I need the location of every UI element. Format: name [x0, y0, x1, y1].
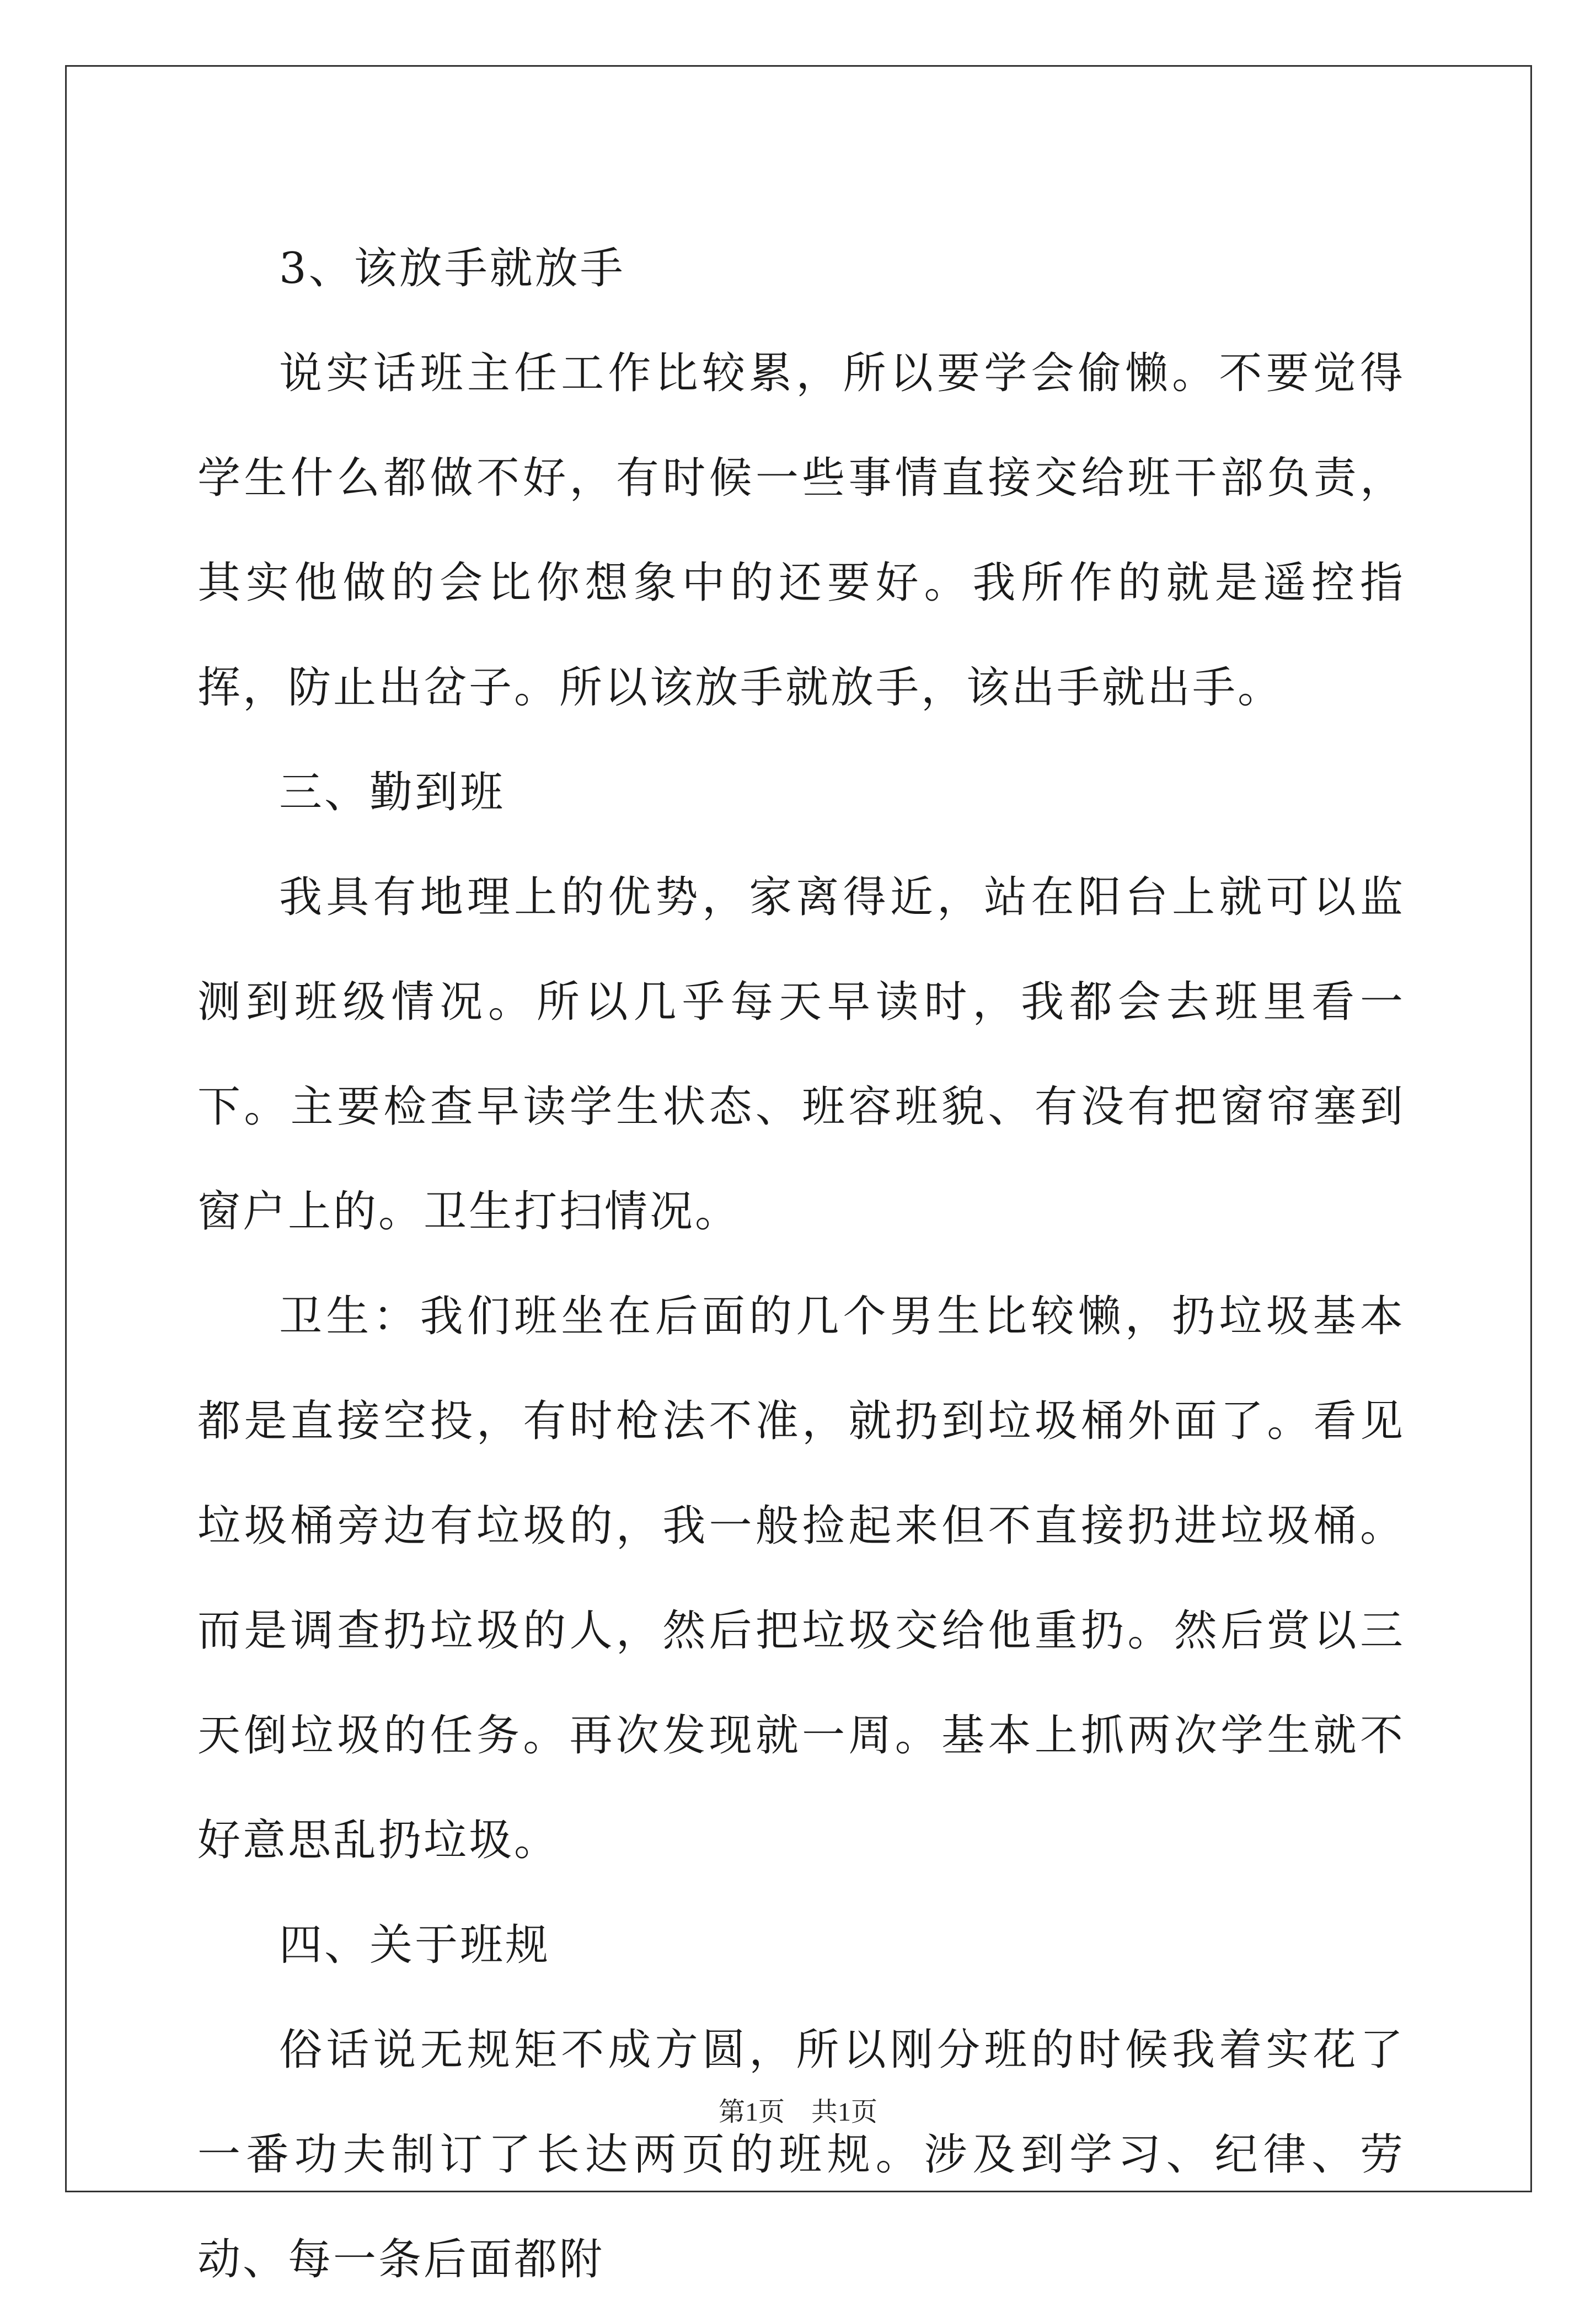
- paragraph-hygiene: 卫生：我们班坐在后面的几个男生比较懒，扔垃圾基本都是直接空投，有时枪法不准，就扔到垃圾桶外面了。看见垃圾桶旁边有垃圾的，我一般捡起来但不直接扔进垃圾桶。而是调查扔垃圾的人，然后把垃圾交给他重扔。然后赏以三天倒垃圾的任务。再次发现就一周。基本上抓两次学生就不好意思乱扔垃圾。: [197, 1292, 1405, 1865]
- document-body: [197, 216, 1405, 2312]
- section-heading-let-go: 3、该放手就放手: [279, 244, 625, 293]
- section-heading-visit-class: 三、勤到班: [279, 768, 506, 817]
- page-number-footer: 第1页 共1页: [718, 2097, 877, 2127]
- paragraph-let-go: 说实话班主任工作比较累，所以要学会偷懒。不要觉得学生什么都做不好，有时候一些事情直接交给班干部负责，其实他做的会比你想象中的还要好。我所作的就是遥控指挥，防止出岔子。所以该放手就放手，该出手就出手。: [197, 349, 1405, 713]
- paragraph-visit-class: 我具有地理上的优势，家离得近，站在阳台上就可以监测到班级情况。所以几乎每天早读时，我都会去班里看一下。主要检查早读学生状态、班容班貌、有没有把窗帘塞到窗户上的。卫生打扫情况。: [197, 873, 1405, 1237]
- section-heading-class-rules: 四、关于班规: [279, 1920, 551, 1970]
- paragraph-class-rules: 俗话说无规矩不成方圆，所以刚分班的时候我着实花了一番功夫制订了长达两页的班规。涉及到学习、纪律、劳动、每一条后面都附: [197, 2025, 1405, 2284]
